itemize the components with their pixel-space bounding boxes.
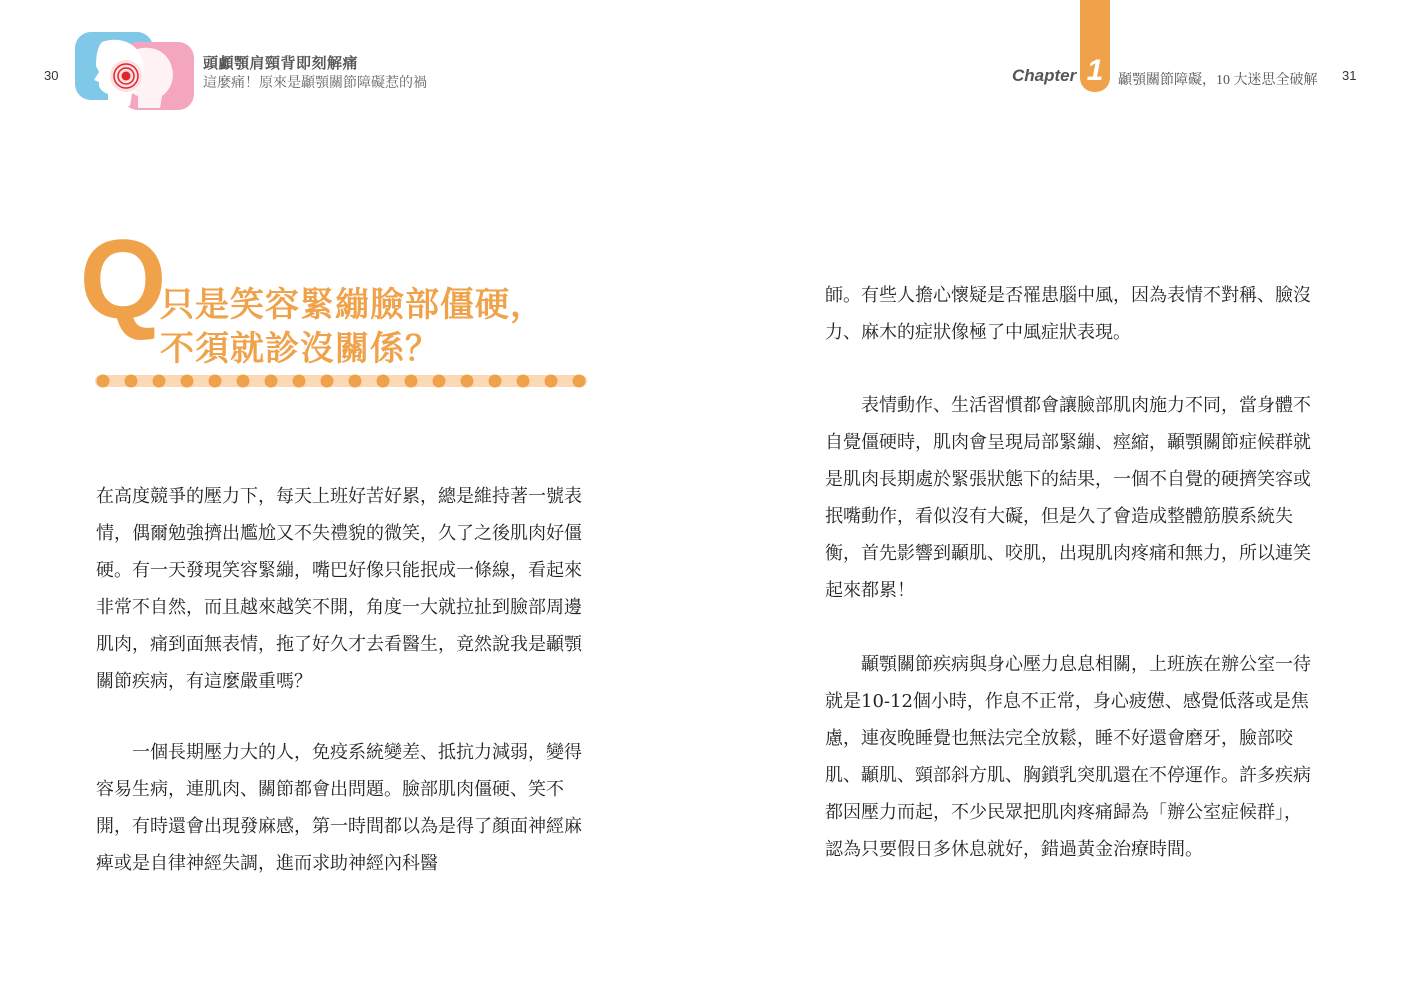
divider-dot xyxy=(181,375,194,388)
chapter-tab xyxy=(1080,0,1110,92)
right-paragraph-2: 表情動作、生活習慣都會讓臉部肌肉施力不同，當身體不自覺僵硬時，肌肉會呈現局部緊繃、痙縮，顳顎關節症候群就是肌肉長期處於緊張狀態下的結果，一個不自覺的硬擠笑容或抿嘴動作，看似沒有大礙，但是久了會造成整體筋膜系統失衡，首先影響到顳肌、咬肌，出現肌肉疼痛和無力，所以連笑起來都累！ xyxy=(825,395,1311,601)
divider-dot xyxy=(265,375,278,388)
divider-dot xyxy=(125,375,138,388)
chapter-label: Chapter xyxy=(1012,66,1077,85)
divider-dot xyxy=(321,375,334,388)
question-title-line-2: 不須就診沒關係？ xyxy=(160,329,440,369)
page-number-left: 30 xyxy=(44,68,59,83)
book-subtitle: 這麼痛！原來是顳顎關節障礙惹的禍 xyxy=(203,76,427,91)
page-number-right: 31 xyxy=(1342,68,1357,83)
divider-dot xyxy=(433,375,446,388)
divider-dot xyxy=(377,375,390,388)
right-paragraph-3: 顳顎關節疾病與身心壓力息息相關，上班族在辦公室一待就是10-12個小時，作息不正常，身心疲憊、感覺低落或是焦慮，連夜晚睡覺也無法完全放鬆，睡不好還會磨牙，臉部咬肌、顳肌、頸部斜方肌、胸鎖乳突肌還在不停運作。許多疾病都因壓力而起，不少民眾把肌肉疼痛歸為「辦公室症候群」，認為只要假日多休息就好，錯過黃金治療時間。 xyxy=(825,654,1311,860)
divider-dot xyxy=(545,375,558,388)
right-page xyxy=(705,0,1410,1000)
divider-dot xyxy=(489,375,502,388)
divider-dot xyxy=(237,375,250,388)
divider-dot xyxy=(573,375,586,388)
divider-dot xyxy=(97,375,110,388)
dotted-divider-icon xyxy=(95,372,587,390)
divider-dot xyxy=(153,375,166,388)
chapter-number: 1 xyxy=(1086,54,1104,87)
q-letter-text: Q xyxy=(79,217,167,342)
book-title: 頭顱顎肩頸背即刻解痛 xyxy=(203,56,359,72)
right-paragraph-1: 師。有些人擔心懷疑是否罹患腦中風，因為表情不對稱、臉沒力、麻木的症狀像極了中風症狀表現。 xyxy=(825,285,1311,343)
divider-dot xyxy=(517,375,530,388)
head-profile-pain-logo-icon xyxy=(72,30,197,112)
divider-dot xyxy=(293,375,306,388)
question-q-letter xyxy=(79,217,167,342)
chapter-title: 顳顎關節障礙，10 大迷思全破解 xyxy=(1118,73,1318,88)
answer-paragraph: 一個長期壓力大的人，免疫系統變差、抵抗力減弱，變得容易生病，連肌肉、關節都會出問題。臉部肌肉僵硬、笑不開，有時還會出現發麻感，第一時間都以為是得了顏面神經麻痺或是自律神經失調，進而求助神經內科醫 xyxy=(96,742,582,874)
divider-dot xyxy=(461,375,474,388)
question-title-line-1: 只是笑容緊繃臉部僵硬， xyxy=(160,285,545,325)
question-paragraph: 在高度競爭的壓力下，每天上班好苦好累，總是維持著一號表情，偶爾勉強擠出尷尬又不失禮貌的微笑，久了之後肌肉好僵硬。有一天發現笑容緊繃，嘴巴好像只能抿成一條線，看起來非常不自然，而且越來越笑不開，角度一大就拉扯到臉部周邊肌肉，痛到面無表情，拖了好久才去看醫生，竟然說我是顳顎關節疾病，有這麼嚴重嗎？ xyxy=(96,486,582,692)
divider-dot xyxy=(405,375,418,388)
divider-dot xyxy=(209,375,222,388)
divider-dot xyxy=(349,375,362,388)
question-title xyxy=(160,283,545,371)
